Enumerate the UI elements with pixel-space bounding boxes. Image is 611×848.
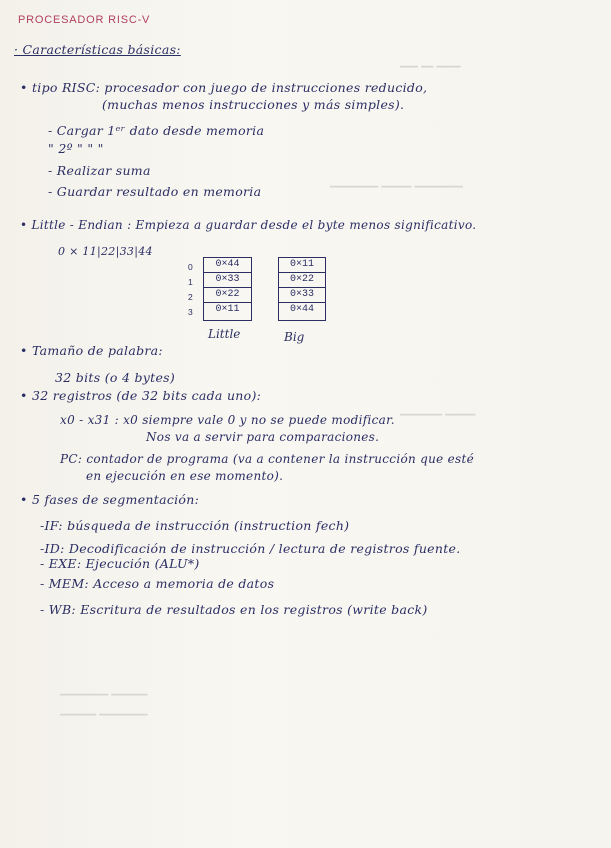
register-x0-note: Nos va a servir para comparaciones.: [146, 430, 380, 444]
little-endian-memory-box: [203, 257, 252, 321]
little-label: Little: [208, 327, 241, 341]
bleed-through-text: ━━━━━━━━ ━━━━━━: [60, 690, 148, 701]
memory-cell: 0×44: [289, 304, 314, 315]
memory-cell: 0×22: [279, 273, 325, 288]
pipeline-stage-wb: - WB: Escritura de resultados en los registros (write back): [40, 602, 428, 617]
register-x0: x0 - x31 : x0 siempre vale 0 y no se puede modificar.: [60, 413, 395, 427]
pipeline-heading: • 5 fases de segmentación:: [20, 492, 200, 507]
bleed-through-text: ━━━━━━━ ━━━━━: [400, 410, 476, 421]
memory-index: 1: [188, 277, 193, 287]
section-heading: · Características básicas:: [14, 42, 181, 57]
page-title: PROCESADOR RISC-V: [18, 14, 151, 26]
memory-cell: 0×33: [204, 273, 251, 288]
memory-cell: 0×11: [215, 304, 240, 315]
registers-heading: • 32 registros (de 32 bits cada uno):: [20, 388, 262, 403]
register-pc: PC: contador de programa (va a contener la instrucción que esté: [60, 452, 475, 466]
endian-value: 0 × 11|22|33|44: [58, 245, 153, 258]
step-item: - Cargar 1ᵉʳ dato desde memoria: [48, 123, 265, 138]
memory-cell: 0×22: [204, 288, 251, 303]
memory-index: 3: [188, 307, 193, 317]
risc-type-line: • tipo RISC: procesador con juego de instrucciones reducido,: [20, 80, 428, 95]
step-item: - Realizar suma: [48, 163, 151, 178]
register-pc-note: en ejecución en ese momento).: [86, 469, 284, 483]
pipeline-stage-if: -IF: búsqueda de instrucción (instruction fech): [40, 518, 350, 533]
word-size-value: 32 bits (o 4 bytes): [55, 370, 176, 385]
risc-type-line-2: (muchas menos instrucciones y más simples).: [102, 97, 405, 112]
word-size-heading: • Tamaño de palabra:: [20, 343, 163, 358]
step-item: " 2º " " ": [48, 141, 104, 156]
memory-cell: 0×33: [279, 288, 325, 303]
pipeline-stage-exe: - EXE: Ejecución (ALU*): [40, 556, 200, 571]
memory-index: 2: [188, 292, 193, 302]
pipeline-stage-id: -ID: Decodificación de instrucción / lectura de registros fuente.: [40, 541, 461, 556]
big-endian-memory-box: [278, 257, 326, 321]
bleed-through-text: ━━━ ━━ ━━━━: [400, 62, 461, 73]
step-item: - Guardar resultado en memoria: [48, 184, 262, 199]
memory-index: 0: [188, 262, 193, 272]
bleed-through-text: ━━━━━━━━ ━━━━━ ━━━━━━━━: [330, 182, 463, 193]
bleed-through-text: ━━━━━━ ━━━━━━━━: [60, 710, 148, 721]
endian-line: • Little - Endian : Empieza a guardar desde el byte menos significativo.: [20, 218, 477, 232]
memory-cell: 0×44: [204, 258, 251, 273]
big-label: Big: [284, 330, 305, 344]
pipeline-stage-mem: - MEM: Acceso a memoria de datos: [40, 576, 275, 591]
memory-cell: 0×11: [279, 258, 325, 273]
